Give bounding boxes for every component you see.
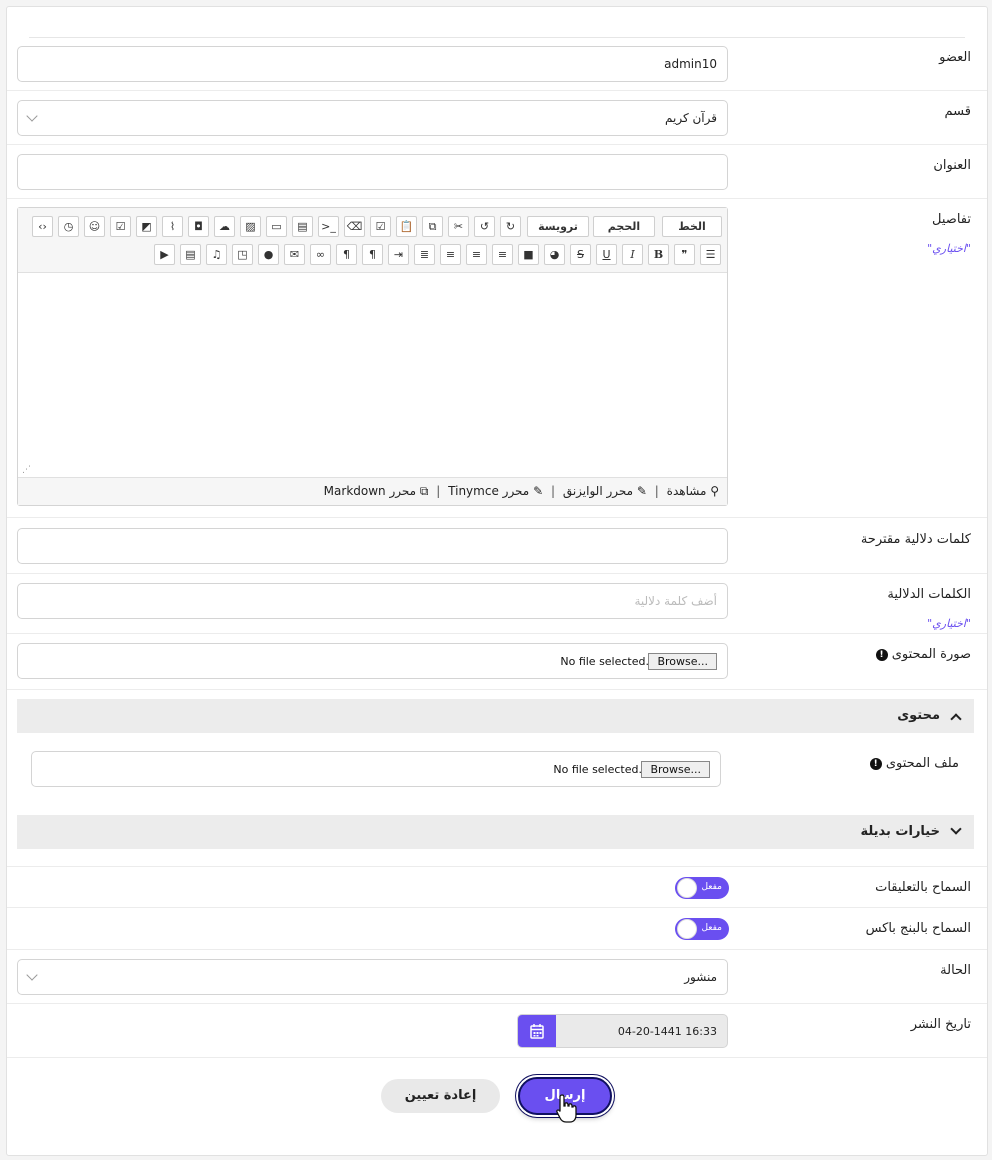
background-color-icon[interactable]: ■ [518, 244, 539, 265]
content-section-title: محتوى [897, 708, 940, 723]
suggested-keywords-label: كلمات دلالية مقترحة [860, 532, 971, 547]
suggested-keywords-input[interactable] [17, 528, 728, 564]
row-details [7, 199, 987, 518]
content-file-input[interactable] [31, 751, 721, 787]
archive-icon[interactable]: ◘ [188, 216, 209, 237]
strikethrough-icon[interactable]: S [570, 244, 591, 265]
align-left-icon[interactable]: ≡ [440, 244, 461, 265]
keywords-optional: "اختياري" [927, 617, 971, 630]
row-category [7, 91, 987, 145]
content-file-label-wrap [866, 756, 959, 771]
smiley-icon[interactable]: ☺ [84, 216, 105, 237]
undo-icon[interactable]: ↺ [474, 216, 495, 237]
info-icon: ! [870, 758, 882, 770]
content-image-label-wrap [872, 647, 971, 662]
attach-icon[interactable]: ⌇ [162, 216, 183, 237]
italic-icon[interactable]: I [622, 244, 643, 265]
separator: | [436, 484, 441, 498]
row-suggested-keywords [7, 518, 987, 574]
keywords-label: الكلمات الدلالية [887, 587, 971, 602]
info-icon: ! [876, 649, 888, 661]
alt-options-section-title: خيارات بديلة [860, 824, 940, 839]
content-file-label: ملف المحتوى [885, 756, 959, 771]
content-section-header[interactable] [17, 699, 974, 733]
allow-pingbacks-label: السماح بالبنج باكس [865, 921, 971, 936]
resize-handle-icon[interactable]: ⋰ [22, 465, 31, 475]
edit-box-icon[interactable]: ◩ [136, 216, 157, 237]
publish-date-value: 04-20-1441 16:33 [617, 1025, 717, 1038]
toggle-text: مفعل [701, 882, 722, 892]
allow-comments-label: السماح بالتعليقات [875, 880, 971, 895]
checkbox-icon[interactable]: ☑ [370, 216, 391, 237]
allow-comments-toggle[interactable] [675, 877, 729, 899]
quote-icon[interactable]: ❞ [674, 244, 695, 265]
bold-icon[interactable]: B [648, 244, 669, 265]
edit-icon: ✎ [636, 484, 647, 498]
category-label: قسم [944, 104, 971, 119]
form-card [6, 6, 988, 1156]
copy-icon[interactable]: ⧉ [422, 216, 443, 237]
preview-link[interactable]: مشاهدة [666, 484, 707, 498]
align-center-icon[interactable]: ≡ [466, 244, 487, 265]
image-icon[interactable]: ▨ [240, 216, 261, 237]
keywords-input[interactable] [17, 583, 728, 619]
editor-toolbar [18, 208, 727, 273]
calendar-icon[interactable] [518, 1015, 556, 1048]
hand-cursor-icon [555, 1093, 579, 1129]
external-link-icon[interactable]: ◳ [232, 244, 253, 265]
cut-icon[interactable]: ✂ [448, 216, 469, 237]
no-file-text: No file selected. [553, 763, 642, 776]
email-icon[interactable]: ✉ [284, 244, 305, 265]
font-dropdown[interactable]: الخط [662, 216, 722, 237]
publish-date-label: تاريخ النشر [910, 1017, 971, 1032]
row-content-image [7, 634, 987, 690]
details-label: تفاصيل [932, 212, 971, 227]
rich-text-editor [17, 207, 728, 506]
row-member [7, 37, 987, 91]
editor-footer [18, 477, 727, 505]
palette-icon[interactable]: ◕ [544, 244, 565, 265]
align-right-icon[interactable]: ≡ [492, 244, 513, 265]
chevron-down-icon [950, 823, 961, 834]
upload-cloud-icon[interactable]: ☁ [214, 216, 235, 237]
row-publish-date [7, 1004, 987, 1058]
no-file-text: No file selected. [560, 655, 649, 668]
search-icon: ⚲ [710, 484, 719, 498]
browse-button[interactable]: Browse... [648, 653, 717, 670]
content-image-file-input[interactable] [17, 643, 728, 679]
toggle-text: مفعل [701, 923, 722, 933]
editor-textarea[interactable] [18, 274, 727, 477]
category-value: قرآن كريم [665, 111, 717, 125]
box-icon[interactable]: ▭ [266, 216, 287, 237]
paste-icon[interactable]: 📋 [396, 216, 417, 237]
music-icon[interactable]: ♫ [206, 244, 227, 265]
allow-pingbacks-toggle[interactable] [675, 918, 729, 940]
align-justify-icon[interactable]: ≣ [414, 244, 435, 265]
publish-date-input[interactable] [517, 1014, 728, 1048]
video-clapper-icon[interactable]: ▤ [180, 244, 201, 265]
member-field[interactable] [17, 46, 728, 82]
keywords-placeholder: أضف كلمة دلالية [634, 594, 717, 608]
youtube-icon[interactable]: ▶ [154, 244, 175, 265]
content-image-label: صورة المحتوى [891, 647, 971, 662]
tinymce-link[interactable]: محرر Tinymce [448, 484, 530, 498]
indent-icon[interactable]: ⇥ [388, 244, 409, 265]
separator: | [550, 484, 555, 498]
member-value: admin10 [664, 57, 717, 71]
status-label: الحالة [940, 963, 971, 978]
status-select[interactable] [17, 959, 728, 995]
code-terminal-icon[interactable]: >_ [318, 216, 339, 237]
reset-button[interactable]: إعادة تعيين [381, 1079, 500, 1113]
toggle-knob [677, 878, 697, 898]
row-title [7, 145, 987, 199]
edit-icon: ✎ [533, 484, 544, 498]
title-label: العنوان [933, 158, 971, 173]
separator: | [654, 484, 659, 498]
ltr-paragraph-icon[interactable]: ¶ [336, 244, 357, 265]
row-keywords [7, 574, 987, 634]
toggle-knob [677, 919, 697, 939]
chevron-down-icon [26, 110, 37, 121]
submit-button[interactable]: إرسال [518, 1077, 612, 1115]
size-dropdown[interactable]: الحجم [593, 216, 655, 237]
category-select[interactable] [17, 100, 728, 136]
details-optional: "اختياري" [927, 242, 971, 255]
row-allow-comments [7, 866, 987, 908]
row-status [7, 950, 987, 1004]
check-box-icon[interactable]: ☑ [110, 216, 131, 237]
alt-options-section-header[interactable] [17, 815, 974, 849]
source-code-icon[interactable]: ‹› [32, 216, 53, 237]
member-label: العضو [939, 50, 971, 65]
eraser-icon[interactable]: ⌫ [344, 216, 365, 237]
list-icon[interactable]: ☰ [700, 244, 721, 265]
row-allow-pingbacks [7, 908, 987, 950]
markdown-link[interactable]: محرر Markdown [323, 484, 417, 498]
comment-icon[interactable]: ● [258, 244, 279, 265]
underline-icon[interactable]: U [596, 244, 617, 265]
title-input[interactable] [17, 154, 728, 190]
browse-button[interactable]: Browse... [641, 761, 710, 778]
wysiwyg-link[interactable]: محرر الوايزنق [562, 484, 634, 498]
heading-dropdown[interactable]: ترويسة [527, 216, 589, 237]
document-icon[interactable]: ▤ [292, 216, 313, 237]
copy-icon: ⧉ [419, 484, 429, 498]
status-value: منشور [684, 970, 717, 984]
rtl-paragraph-icon[interactable]: ¶ [362, 244, 383, 265]
redo-icon[interactable]: ↻ [500, 216, 521, 237]
link-icon[interactable]: ∞ [310, 244, 331, 265]
history-icon[interactable]: ◷ [58, 216, 79, 237]
chevron-down-icon [26, 969, 37, 980]
chevron-up-icon [950, 713, 961, 724]
